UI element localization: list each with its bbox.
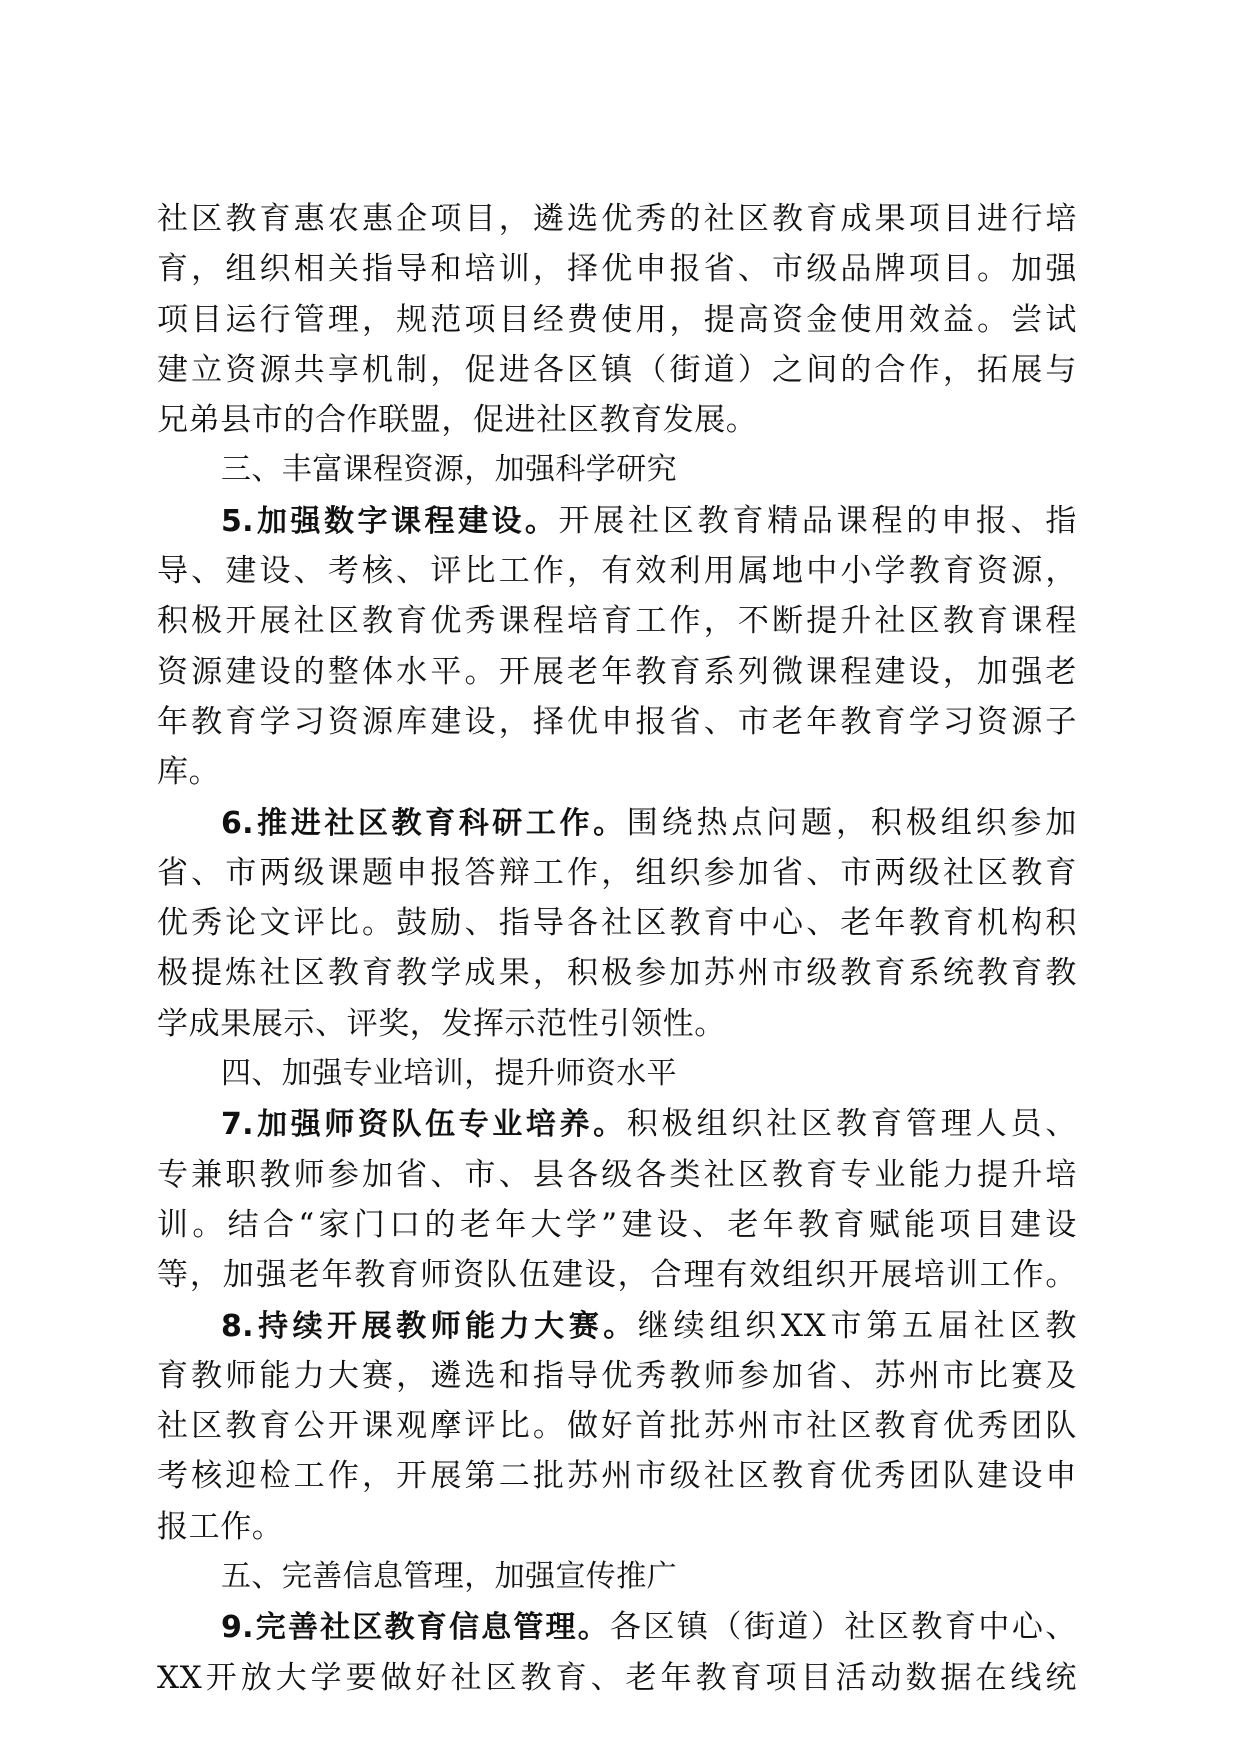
body-line: 库。 (157, 754, 221, 791)
body-line: 年教育学习资源库建设，择优申报省、市老年教育学习资源子 (157, 703, 1077, 740)
body-line: 考核迎检工作，开展第二批苏州市级社区教育优秀团队建设申 (157, 1458, 1077, 1495)
item-9-text: 各区镇（街道）社区教育中心、 (609, 1609, 1077, 1646)
body-line: 社区教育公开课观摩评比。做好首批苏州市社区教育优秀团队 (157, 1408, 1077, 1445)
body-line: 优秀论文评比。鼓励、指导各社区教育中心、老年教育机构积 (157, 905, 1077, 942)
body-line: 育，组织相关指导和培训，择优申报省、市级品牌项目。加强 (157, 251, 1077, 288)
item-8-first-line (157, 1301, 1077, 1351)
item-9-lead: 9.完善社区教育信息管理。 (221, 1610, 610, 1646)
body-line: 省、市两级课题申报答辩工作，组织参加省、市两级社区教育 (157, 854, 1077, 891)
item-6-text: 围绕热点问题，积极组织参加 (626, 804, 1077, 841)
section-heading: 四、加强专业培训，提升师资水平 (221, 1056, 677, 1092)
item-7-text: 积极组织社区教育管理人员、 (626, 1106, 1077, 1143)
body-line: XX开放大学要做好社区教育、老年教育项目活动数据在线统 (157, 1659, 1077, 1696)
body-line: 学成果展示、评奖，发挥示范性引领性。 (157, 1005, 726, 1042)
body-line: 极提炼社区教育教学成果，积极参加苏州市级教育系统教育教 (157, 955, 1077, 992)
body-line: 资源建设的整体水平。开展老年教育系列微课程建设，加强老 (157, 653, 1077, 690)
body-line: 社区教育惠农惠企项目，遴选优秀的社区教育成果项目进行培 (157, 201, 1077, 237)
body-line: 专兼职教师参加省、市、县各级各类社区教育专业能力提升培 (157, 1156, 1077, 1193)
item-8-lead: 8.持续开展教师能力大赛。 (221, 1308, 638, 1344)
body-line: 报工作。 (157, 1508, 284, 1545)
body-line: 建立资源共享机制，促进各区镇（街道）之间的合作，拓展与 (157, 351, 1077, 388)
item-5-lead: 5.加强数字课程建设。 (221, 503, 559, 539)
body-line: 育教师能力大赛，遴选和指导优秀教师参加省、苏州市比赛及 (157, 1357, 1077, 1394)
body-line: 训。结合“家门口的老年大学”建设、老年教育赋能项目建设 (157, 1206, 1077, 1243)
item-7-lead: 7.加强师资队伍专业培养。 (221, 1107, 627, 1143)
item-8-text: 继续组织XX市第五届社区教 (637, 1307, 1078, 1344)
section-heading: 五、完善信息管理，加强宣传推广 (221, 1559, 677, 1595)
body-line: 兄弟县市的合作联盟，促进社区教育发展。 (157, 402, 758, 439)
document-body (157, 194, 1077, 1703)
body-line: 积极开展社区教育优秀课程培育工作，不断提升社区教育课程 (157, 603, 1077, 640)
section-heading: 三、丰富课程资源，加强科学研究 (221, 452, 677, 488)
body-line: 导、建设、考核、评比工作，有效利用属地中小学教育资源， (157, 553, 1077, 590)
item-7-first-line (157, 1099, 1077, 1149)
item-5-text: 开展社区教育精品课程的申报、指 (558, 502, 1077, 539)
item-6-first-line (157, 798, 1077, 848)
body-line: 项目运行管理，规范项目经费使用，提高资金使用效益。尝试 (157, 301, 1077, 338)
item-9-first-line (157, 1602, 1077, 1652)
item-5-first-line (157, 496, 1077, 546)
body-line: 等，加强老年教育师资队伍建设，合理有效组织开展培训工作。 (157, 1257, 1077, 1294)
item-6-lead: 6.推进社区教育科研工作。 (221, 805, 627, 841)
